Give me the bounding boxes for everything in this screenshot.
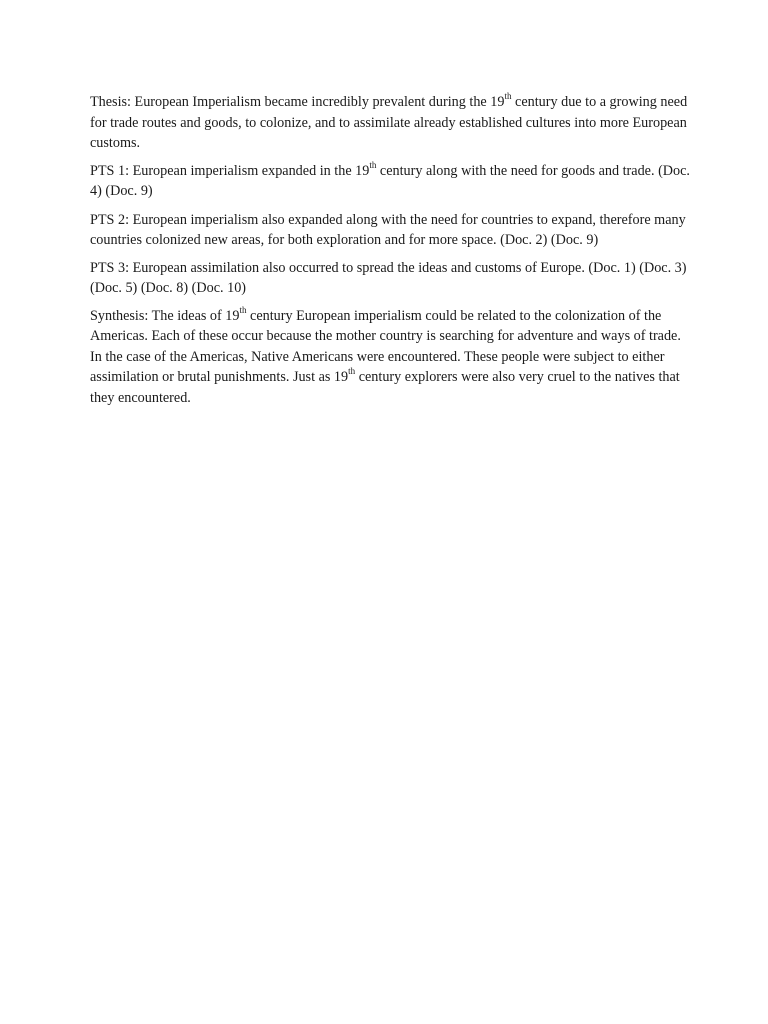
paragraph-text: century due to a growing need for trade routes and goods, to colonize, and to assimilate already established cultures into more European customs. — [90, 94, 688, 151]
paragraph-text: PTS 2: European imperialism also expanded along with the need for countries to expand, therefore many countries colonized new areas, for both exploration and for more space. (Doc. 2) (Doc. 9) — [90, 211, 686, 248]
synthesis-paragraph — [90, 306, 690, 409]
paragraph-text: Synthesis: The ideas of 19 — [90, 307, 240, 324]
superscript-text: th — [239, 304, 247, 315]
pts-1-paragraph — [90, 161, 690, 202]
pts-2-paragraph — [90, 210, 690, 251]
paragraph-text: PTS 3: European assimilation also occurred to spread the ideas and customs of Europe. (Doc. 1) (Doc. 3) (Doc. 5) (Doc. 8) (Doc. 10) — [90, 259, 687, 296]
document-body — [90, 92, 690, 415]
paragraph-text: century European imperialism could be related to the colonization of the Americas. Each of these occur because the mother country is searching for adventure and ways of trade. In the case of the Americas, Native Americans were encountered. These people were subject to either assimilation or brutal punishments. Just as 19 — [90, 307, 681, 385]
paragraph-text: century along with the need for goods and trade. (Doc. 4) (Doc. 9) — [90, 162, 690, 199]
superscript-text: th — [348, 366, 356, 377]
pts-3-paragraph — [90, 258, 690, 299]
superscript-text: th — [504, 91, 512, 102]
thesis-paragraph — [90, 92, 690, 154]
paragraph-text: Thesis: European Imperialism became incredibly prevalent during the 19 — [90, 94, 505, 110]
paragraph-text: PTS 1: European imperialism expanded in the 19 — [90, 162, 370, 179]
superscript-text: th — [369, 159, 377, 170]
paragraph-text: century explorers were also very cruel to the natives that they encountered. — [90, 369, 680, 406]
